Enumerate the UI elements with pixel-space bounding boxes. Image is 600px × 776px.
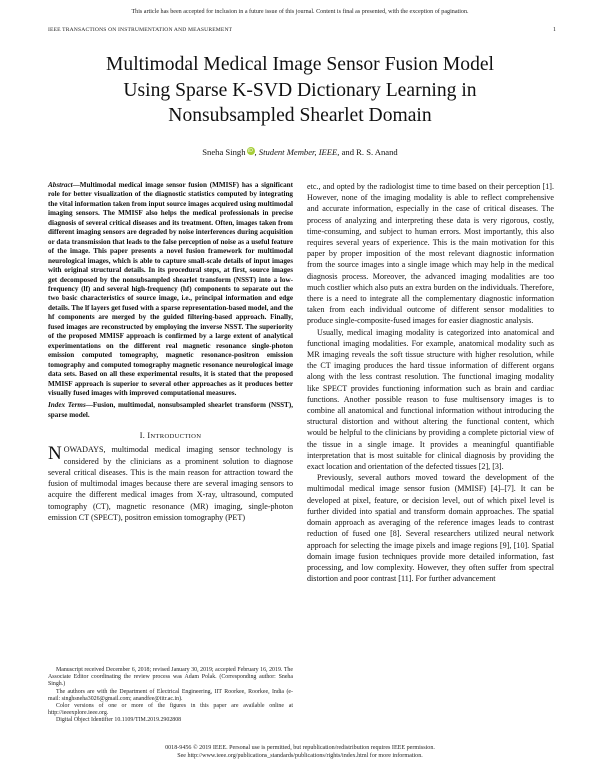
body-paragraph: Previously, several authors moved toward the development of the multimodal medical image sensor fusion (MMISF) [4]–[7]. It can be developed at pixel, feature, or decision level, out of which pixel level is further divided into spatial and transform domain approaches. The spatial domain approach as averaging of the reference images leads to contrast reduction of fused one [8]. Several researchers utilized neural network approach for selecting the image pixels and image regions [9], [10]. Spatial domain image fusion techniques provide more detailed information, fast processing, and low complexity. However, they often suffer from spectral distortion and poor contrast [11]. For further advancement xyxy=(307,473,554,584)
running-head: IEEE TRANSACTIONS ON INSTRUMENTATION AND MEASUREMENT xyxy=(48,27,233,33)
acceptance-notice: This article has been accepted for inclusion in a future issue of this journal. Content is final as presented, with the exception of pagination. xyxy=(131,9,469,15)
section-initial: I xyxy=(147,431,151,441)
left-column xyxy=(48,181,293,523)
index-terms-dash: — xyxy=(85,401,93,410)
index-terms-text: Fusion, multimodal, nonsubsampled shearlet transform (NSST), sparse model. xyxy=(48,401,293,419)
index-terms-label: Index Terms xyxy=(48,401,86,410)
right-column xyxy=(307,181,554,584)
author-line xyxy=(0,147,600,157)
author-membership: , Student Member, IEEE, xyxy=(254,147,340,157)
orcid-icon[interactable]: iD xyxy=(248,148,253,154)
index-terms xyxy=(48,401,293,420)
copyright-line: 0018-9456 © 2019 IEEE. Personal use is permitted, but republication/redistribution requires IEEE permission. xyxy=(165,745,435,751)
footnote-doi: Digital Object Identifier 10.1109/TIM.2019.2902808 xyxy=(56,717,182,724)
footnotes xyxy=(48,667,293,725)
author-name: and R. S. Anand xyxy=(339,147,398,157)
footnote-manuscript: Manuscript received December 6, 2018; revised January 30, 2019; accepted February 16, 2019. The Associate Editor coordinating the review process was Adam Polak. (Corresponding author: Sneha Singh.) xyxy=(48,667,293,688)
section-rest: NTRODUCTION xyxy=(150,433,202,441)
title-line: Nonsubsampled Shearlet Domain xyxy=(168,105,432,126)
copyright-notice xyxy=(0,744,600,760)
footnote-color: Color versions of one or more of the figures in this paper are available online at http://ieeexplore.ieee.org. xyxy=(48,703,293,717)
section-numeral: I. xyxy=(139,431,148,441)
title-line: Using Sparse K-SVD Dictionary Learning in xyxy=(123,79,477,101)
intro-first-word: OWADAYS, xyxy=(63,445,106,455)
intro-paragraph xyxy=(48,444,293,523)
body-paragraph: Usually, medical imaging modality is categorized into anatomical and functional imaging modalities. For example, anatomical modality such as MR imaging reveals the soft tissue structure with higher resolution, while the CT imaging produces the hard tissue information of different organs along with the less contrast resolution. The functional imaging modality like SPECT provides functioning information such as brain and cardiac functions. Another possible reason to fuse multisensory images is to combine all anatomical and functional information without introducing the structural distortion and without altering the functional content, which would be helpful to the clinicians by providing a complete pictorial view of the tissue in a single image. It provides a meaningful quantifiable interpretation that is most suitable for clinical diagnosis by providing the exact location and orientation of the defected tissues [2], [3]. xyxy=(307,327,554,472)
drop-cap: N xyxy=(48,443,62,465)
page-number: 1 xyxy=(553,27,556,33)
abstract-text: Multimodal medical image sensor fusion (MMISF) has a significant role for better visualization of the diagnostic statistics computed by integrating the vital information taken from input source images acquired using multimodal imaging sensors. The MMISF also helps the medical professionals in precise diagnosis of several critical diseases and its treatment. Often, images taken from different imaging sensors are degraded by noise interferences during acquisition or data transmission that leads to the false perception of noise as a useful feature of the image. This paper presents a novel fusion framework for multimodal neurological images, which is able to capture small-scale details of input images with original structural details. In its procedural steps, at first, source images get decomposed by the nonsubsampled shearlet transform (NSST) into a low-frequency (lf) and several high-frequency (hf) components to separate out the two basic characteristics of source image, i.e., principal information and edge details. The lf layers get fused with a sparse representation-based model, and the hf components are merged by the guided filtering-based approach. Finally, fused images are reconstructed by employing the inverse NSST. The superiority of the proposed MMISF approach is confirmed by a large extent of analytical experimentations on the different real magnetic resonance single-photon emission computed tomography, magnetic resonance-positron emission tomography and computed tomography magnetic resonance neurological image data sets. Based on all these experimental results, it is stated that the proposed MMISF approach is superior to several other approaches as it produces better visually fused images with improved computational measures. xyxy=(48,181,293,397)
author-name: Sneha Singh xyxy=(202,147,246,157)
abstract-dash: — xyxy=(72,181,80,189)
footnote-affiliation: The authors are with the Department of Electrical Engineering, IIT Roorkee, Roorkee, India (e-mail: singhsneha3026@gmail.com; anandfee@iitr.ac.in). xyxy=(48,688,293,702)
abstract xyxy=(48,181,293,398)
section-heading-introduction xyxy=(48,431,293,440)
title-line: Multimodal Medical Image Sensor Fusion Model xyxy=(105,54,495,75)
paper-title xyxy=(40,52,560,129)
body-paragraph: etc., and opted by the radiologist time to time based on their perception [1]. However, none of the imaging modality is able to reflect comprehensive and accurate information, especially in the case of critical diseases. The process of analyzing and interpreting these data is very rigorous, costly, time-consuming, and subject to human errors. Most importantly, this also requires several years of experience. This is the main motivation for this paper by proper imposition of the most relevant diagnostic information from the source images into a single image which may help in the medical diagnosis process. Moreover, the advanced imaging modalities are too much costlier which also puts an extra burden on the individuals. Therefore, there is a need to integrate all the complementary diagnostic information taken from each individual outcome of different sensor modalities to produce single-composite-fused images for easier diagnostic analysis. xyxy=(307,182,554,326)
rights-link-line: See http://www.ieee.org/publications_standards/publications/rights/index.html for more information. xyxy=(177,753,423,760)
intro-text: multimodal medical imaging sensor technology is considered by the clinicians as a prominent solution to diagnose several critical diseases. This is the main reason for attraction toward the fusion of multimodal images because there are several imaging sensors to acquire the different medical images from X-ray, ultrasound, computed tomography (CT), magnetic resonance (MR) imaging, single-photon emission CT (SPECT), positron emission tomography (PET) xyxy=(48,445,293,522)
abstract-label: Abstract xyxy=(48,181,73,189)
